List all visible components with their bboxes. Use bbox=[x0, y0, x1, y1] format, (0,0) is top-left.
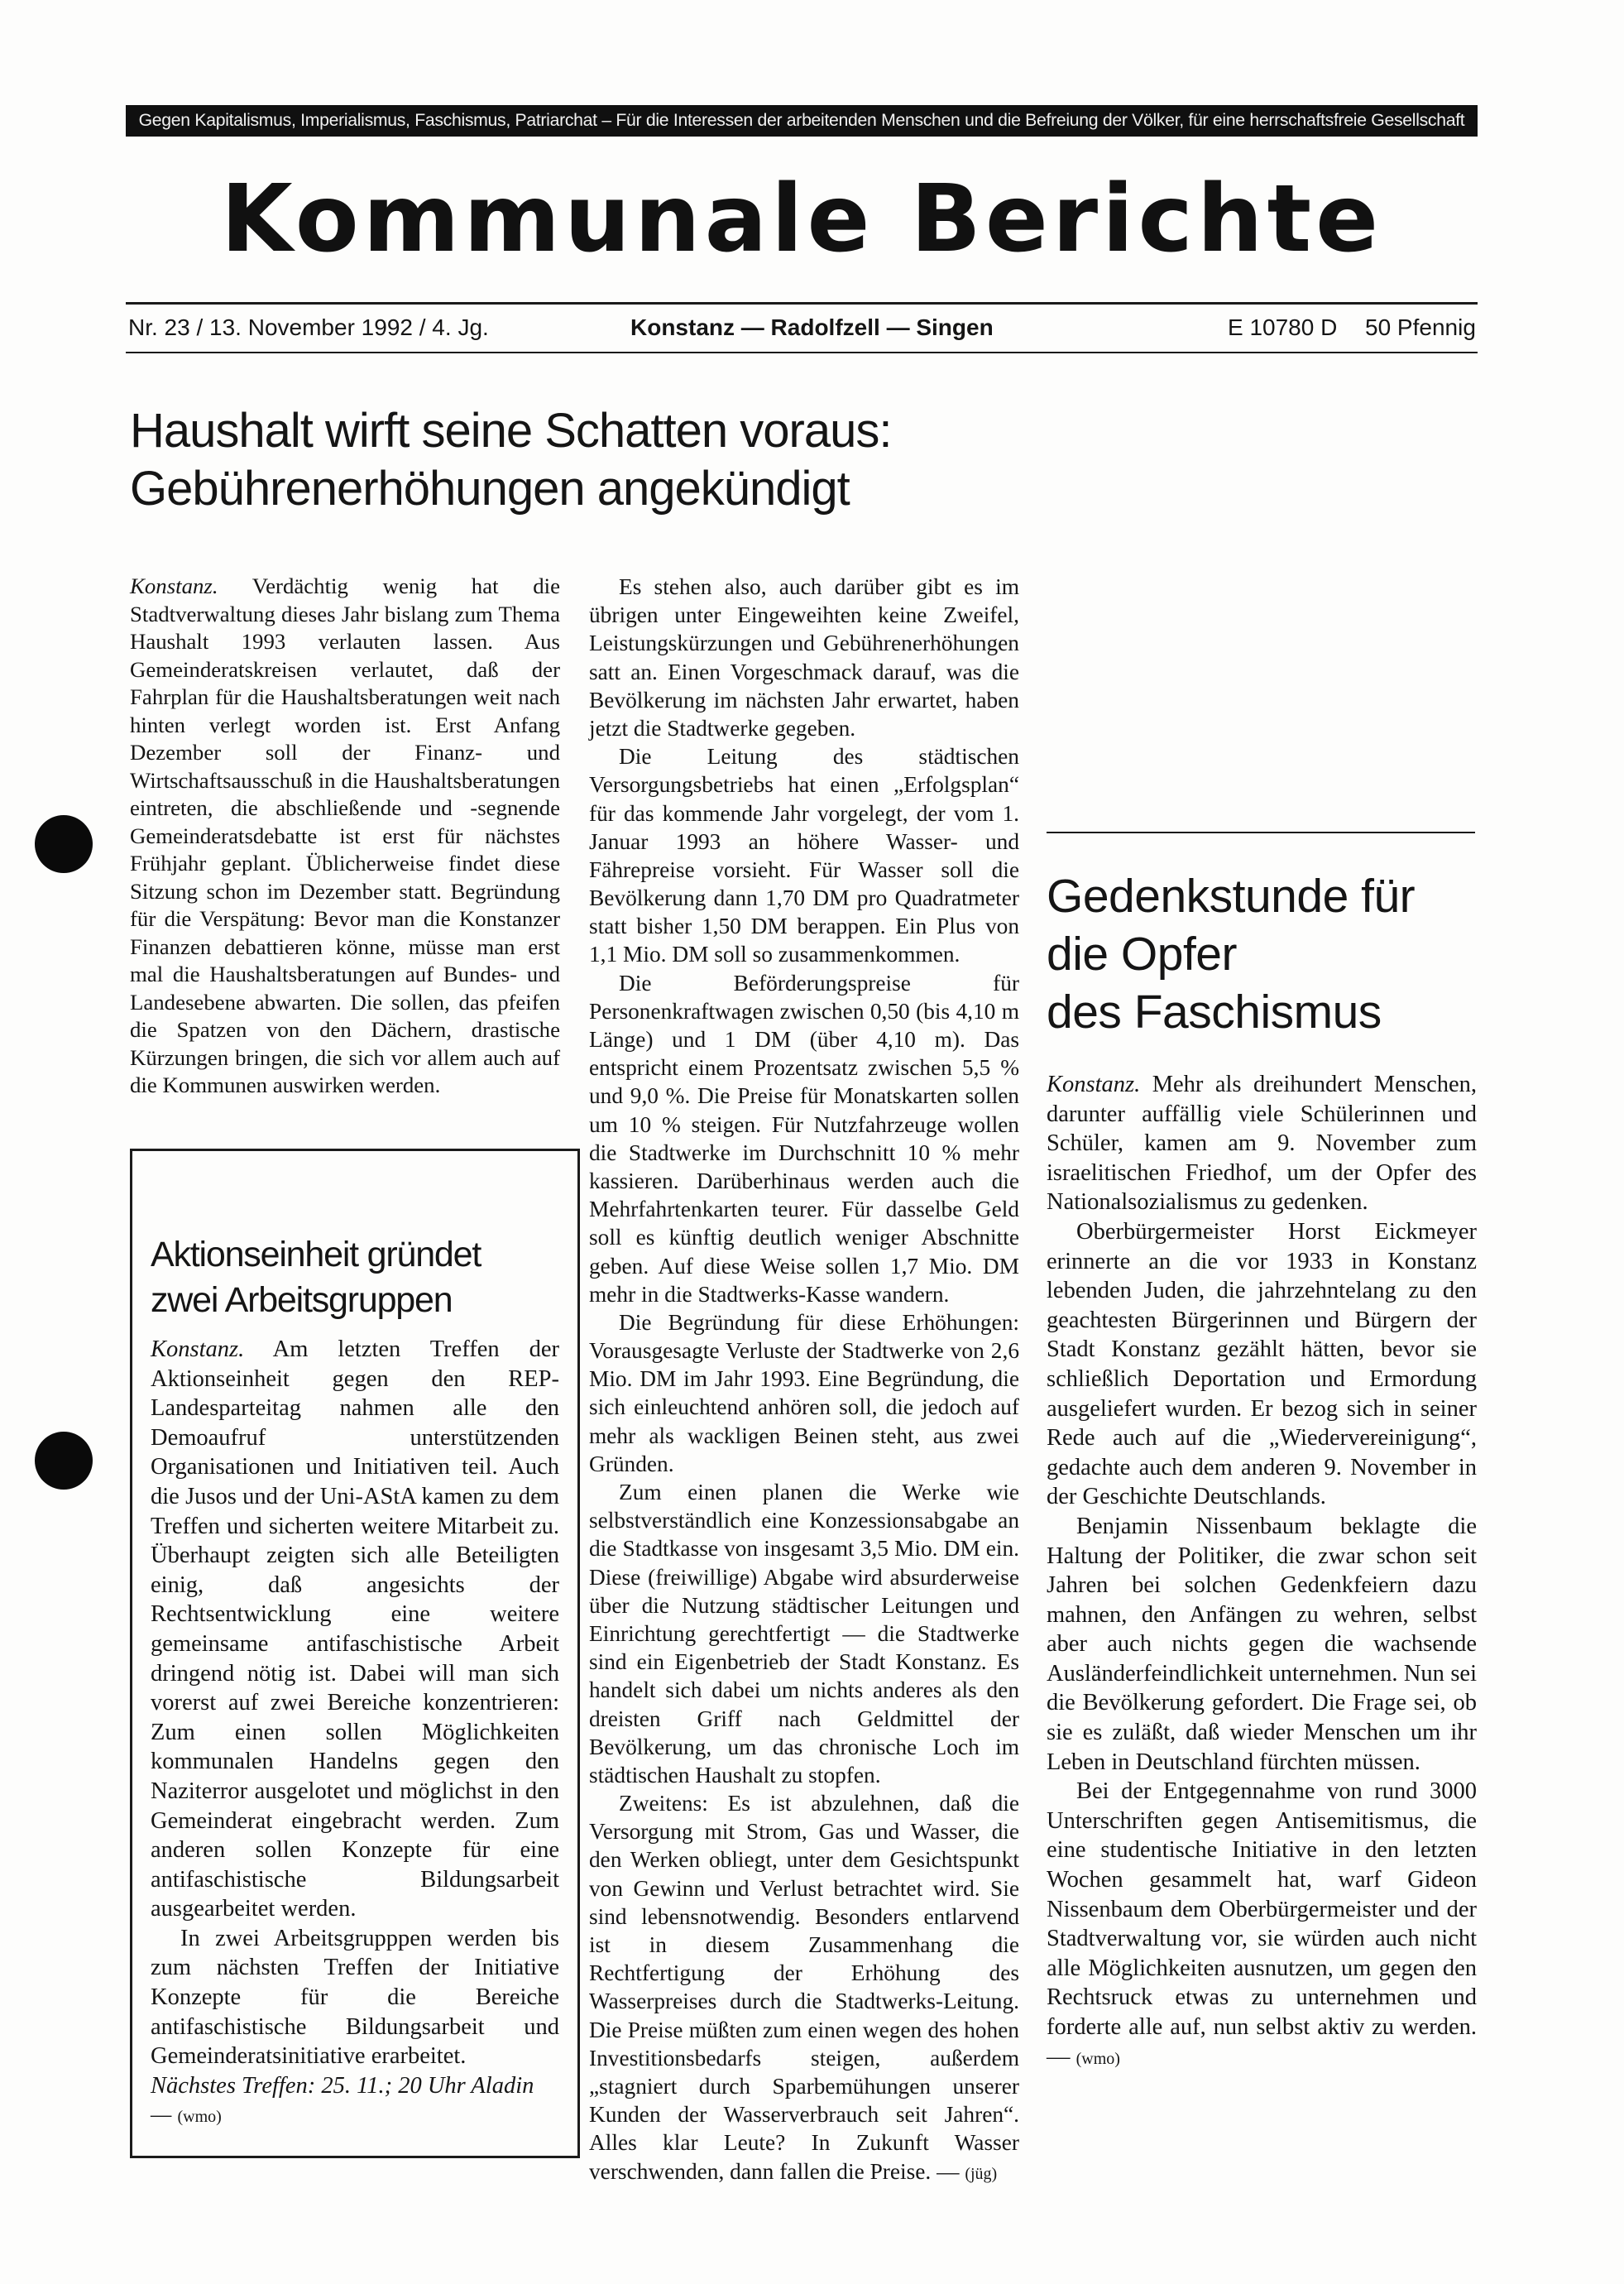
article1-paragraph: Die Leitung des städtischen Versorgungsbetriebs hat einen „Erfolgsplan“ für das kommende Jahr vorgelegt, der vom 1. Januar 1993 an höhere Wasser- und Fährepreise vorsieht. Für Wasser soll die Bevölkerung dann 1,70 DM pro Quadratmeter statt bisher 1,50 DM berappen. Ein Plus von 1,1 Mio. DM soll so zusammenkommen. bbox=[589, 744, 1019, 967]
punch-hole-icon bbox=[35, 815, 93, 873]
article2-next-meeting: Nächstes Treffen: 25. 11.; 20 Uhr Aladin — (wmo) bbox=[151, 2072, 534, 2128]
article3-headline-line3: des Faschismus bbox=[1047, 986, 1382, 1039]
article1-headline-line1: Haushalt wirft seine Schatten voraus: bbox=[130, 404, 892, 458]
issue-code: E 10780 D bbox=[1228, 314, 1338, 340]
article2-headline-line1: Aktionseinheit gründet bbox=[151, 1235, 481, 1274]
article3-location: Konstanz. bbox=[1047, 1072, 1141, 1097]
article3-headline bbox=[1047, 867, 1477, 1041]
article3-body bbox=[1047, 1070, 1477, 2074]
issue-number-date: Nr. 23 / 13. November 1992 / 4. Jg. bbox=[128, 314, 489, 340]
article2-headline bbox=[151, 1232, 564, 1323]
article2-headline-line2: zwei Arbeitsgruppen bbox=[151, 1280, 453, 1320]
article3-separator bbox=[1047, 832, 1475, 833]
article2-paragraph: Konstanz. Am letzten Treffen der Aktionseinheit gegen den REP-Landesparteitag nahmen alle den Demoaufruf unterstützenden Organisationen und Initiativen teil. Auch die Jusos und der Uni-AStA kamen zu dem Treffen und sicherten weitere Mitarbeit zu. Überhaupt zeigten sich alle Beteiligten einig, daß angesichts der Rechtsentwicklung eine weitere gemeinsame antifaschistische Arbeit dringend nötig ist. Dabei will man sich vorerst auf zwei Bereiche konzentrieren: Zum einen sollen Möglichkeiten kommunalen Handelns gegen den Naziterror ausgelotet und möglichst in den Gemeinderat eingebracht werden. Zum anderen sollen Konzepte für eine antifaschistische Bildungsarbeit ausgearbeitet werden. bbox=[151, 1336, 559, 1922]
article3-paragraph: Benjamin Nissenbaum beklagte die Haltung der Politiker, die zwar schon seit Jahren bei solchen Gedenkfeiern dazu mahnen, den Anfängen zu wehren, selbst aber auch nichts gegen die wachsende Ausländerfeindlichkeit unternehmen. Nun sei die Bevölkerung gefordert. Die Frage sei, ob sie es zuläßt, daß wieder Menschen um ihr Leben in Deutschland fürchten müssen. bbox=[1047, 1513, 1477, 1775]
article3-headline-line2: die Opfer bbox=[1047, 928, 1237, 981]
punch-hole-icon bbox=[35, 1432, 93, 1490]
article2-signature: (wmo) bbox=[177, 2108, 222, 2127]
issue-region: Konstanz — Radolfzell — Singen bbox=[630, 314, 994, 340]
masthead-title: Kommunale Berichte bbox=[220, 166, 1383, 273]
article1-paragraph: Es stehen also, auch darüber gibt es im übrigen unter Eingeweihten keine Zweifel, Leistungskürzungen und Gebührenerhöhungen satt an. Einen Vorgeschmack darauf, was die Bevölkerung im nächsten Jahr erwartet, haben jetzt die Stadtwerke gegeben. bbox=[589, 574, 1019, 741]
article1-location: Konstanz. bbox=[130, 573, 218, 598]
article2-location: Konstanz. bbox=[151, 1336, 245, 1362]
article2-box bbox=[130, 1149, 580, 2158]
issue-bar-bottom-rule bbox=[126, 352, 1478, 353]
article1-headline-line2: Gebührenerhöhungen angekündigt bbox=[130, 462, 850, 516]
article1-signature: (jüg) bbox=[965, 2164, 998, 2183]
article1-headline bbox=[130, 402, 1032, 518]
article1-paragraph: Zweitens: Es ist abzulehnen, daß die Versorgung mit Strom, Gas und Wasser, die den Werken obliegt, unter dem Gesichtspunkt von Gewinn und Verlust betrachtet wird. Sie sind lebensnotwendig. Besonders entlarvend ist in diesem Zusammenhang die Rechtfertigung der Erhöhung des Wasserpreises durch die Stadtwerks-Leitung. Die Preise müßten zum einen wegen des hohen Investitionsbedarfs steigen, außerdem „stagniert durch Sparbemühungen unserer Kunden der Wasserverbrauch seit Jahren“. Alles klar Leute? In Zukunft Wasser verschwenden, dann fallen die Preise. — (jüg) bbox=[589, 1791, 1019, 2184]
article3-signature: (wmo) bbox=[1075, 2049, 1120, 2068]
article1-paragraph: Konstanz. Verdächtig wenig hat die Stadtverwaltung dieses Jahr bislang zum Thema Haushalt 1993 verlauten lassen. Aus Gemeinderatskreisen verlautet, daß der Fahrplan für die Haushaltsberatungen weit nach hinten verlegt worden ist. Erst Anfang Dezember soll der Finanz- und Wirtschaftsausschuß in die Haushaltsberatungen eintreten, die abschließende und -segnende Gemeinderatsdebatte ist erst für nächstes Frühjahr geplant. Üblicherweise findet diese Sitzung schon im Dezember statt. Begründung für die Verspätung: Bevor man die Konstanzer Finanzen debattieren könne, müsse man erst mal die Haushaltsberatungen auf Bundes- und Landesebene abwarten. Die sollen, das pfeifen die Spatzen von den Dächern, drastische Kürzungen bringen, die sich vor allem auch auf die Kommunen auswirken werden. bbox=[130, 573, 561, 1097]
article1-column1 bbox=[130, 573, 560, 1100]
issue-bar-top-rule bbox=[126, 302, 1478, 305]
masthead-slogan: Gegen Kapitalismus, Imperialismus, Faschismus, Patriarchat – Für die Interessen der arbeitenden Menschen und die Befreiung der Völker, für eine herrschaftsfreie Gesellschaft bbox=[126, 105, 1478, 137]
article2-paragraph: In zwei Arbeitsgrupppen werden bis zum nächsten Treffen der Initiative Konzepte für die Bereiche antifaschistische Bildungsarbeit und Gemeinderatsinitiative erarbeitet. bbox=[151, 1925, 559, 2070]
article2-body bbox=[151, 1335, 559, 2133]
article3-paragraph: Bei der Entgegennahme von rund 3000 Unterschriften gegen Antisemitismus, die eine studentische Initiative in den letzten Wochen gesammelt hat, warf Gideon Nissenbaum dem Oberbürgermeister und der Stadtverwaltung vor, sie würden auch nicht alle Möglichkeiten ausnutzen, um gegen den Rechtsruck etwas zu unternehmen und forderte alle auf, nun selbst aktiv zu werden. — (wmo) bbox=[1047, 1778, 1477, 2070]
article1-paragraph: Zum einen planen die Werke wie selbstverständlich eine Konzessionsabgabe an die Stadtkasse von insgesamt 3,5 Mio. DM ein. Diese (freiwillige) Abgabe wird absurderweise über die Nutzung städtischer Leitungen und Einrichtung gerechtfertigt — die Stadtwerke sind ein Eigenbetrieb der Stadt Konstanz. Es handelt sich dabei um nichts anderes als den dreisten Griff nach Geldmittel der Bevölkerung, um das chronische Loch im städtischen Haushalt zu stopfen. bbox=[589, 1480, 1019, 1787]
article3-headline-line1: Gedenkstunde für bbox=[1047, 870, 1416, 923]
article3-paragraph: Oberbürgermeister Horst Eickmeyer erinnerte an die vor 1933 in Konstanz lebenden Juden, die jahrzehntelang zu den geachtesten Bürgerinnen und Bürgern der Stadt Konstanz gezählt hätten, bevor sie schließlich Deportation und Ermordung ausgeliefert wurden. Er bezog sich in seiner Rede auch auf die „Wiedervereinigung“, gedachte auch dem anderen 9. November in der Geschichte Deutschlands. bbox=[1047, 1218, 1477, 1510]
article1-paragraph: Die Beförderungspreise für Personenkraftwagen zwischen 0,50 (bis 4,10 m Länge) und 1 DM (über 4,10 m). Das entspricht einem Prozentsatz zwischen 5,5 % und 9,0 %. Die Preise für Monatskarten sollen um 10 % steigen. Für Nutzfahrzeuge wollen die Stadtwerke im Durchschnitt 10 % mehr kassieren. Darüberhinaus werden auch die Mehrfahrtenkarten teurer. Für dasselbe Geld soll es künftig deutlich weniger Abschnitte geben. Auf diese Weise sollen 1,7 Mio. DM mehr in die Stadtwerks-Kasse wandern. bbox=[589, 970, 1019, 1307]
article3-paragraph: Konstanz. Mehr als dreihundert Menschen, darunter auffällig viele Schülerinnen und Schüler, kamen am 9. November zum israelitischen Friedhof, um der Opfer des Nationalsozialismus zu gedenken. bbox=[1047, 1072, 1478, 1216]
issue-price: 50 Pfennig bbox=[1365, 314, 1476, 340]
article1-column2 bbox=[589, 573, 1019, 2188]
article1-paragraph: Die Begründung für diese Erhöhungen: Vorausgesagte Verluste der Stadtwerke von 2,6 Mio. DM im Jahr 1993. Eine Begründung, die sich einleuchtend anhören soll, die jedoch auf mehr als wackligen Beinen steht, aus zwei Gründen. bbox=[589, 1309, 1019, 1476]
